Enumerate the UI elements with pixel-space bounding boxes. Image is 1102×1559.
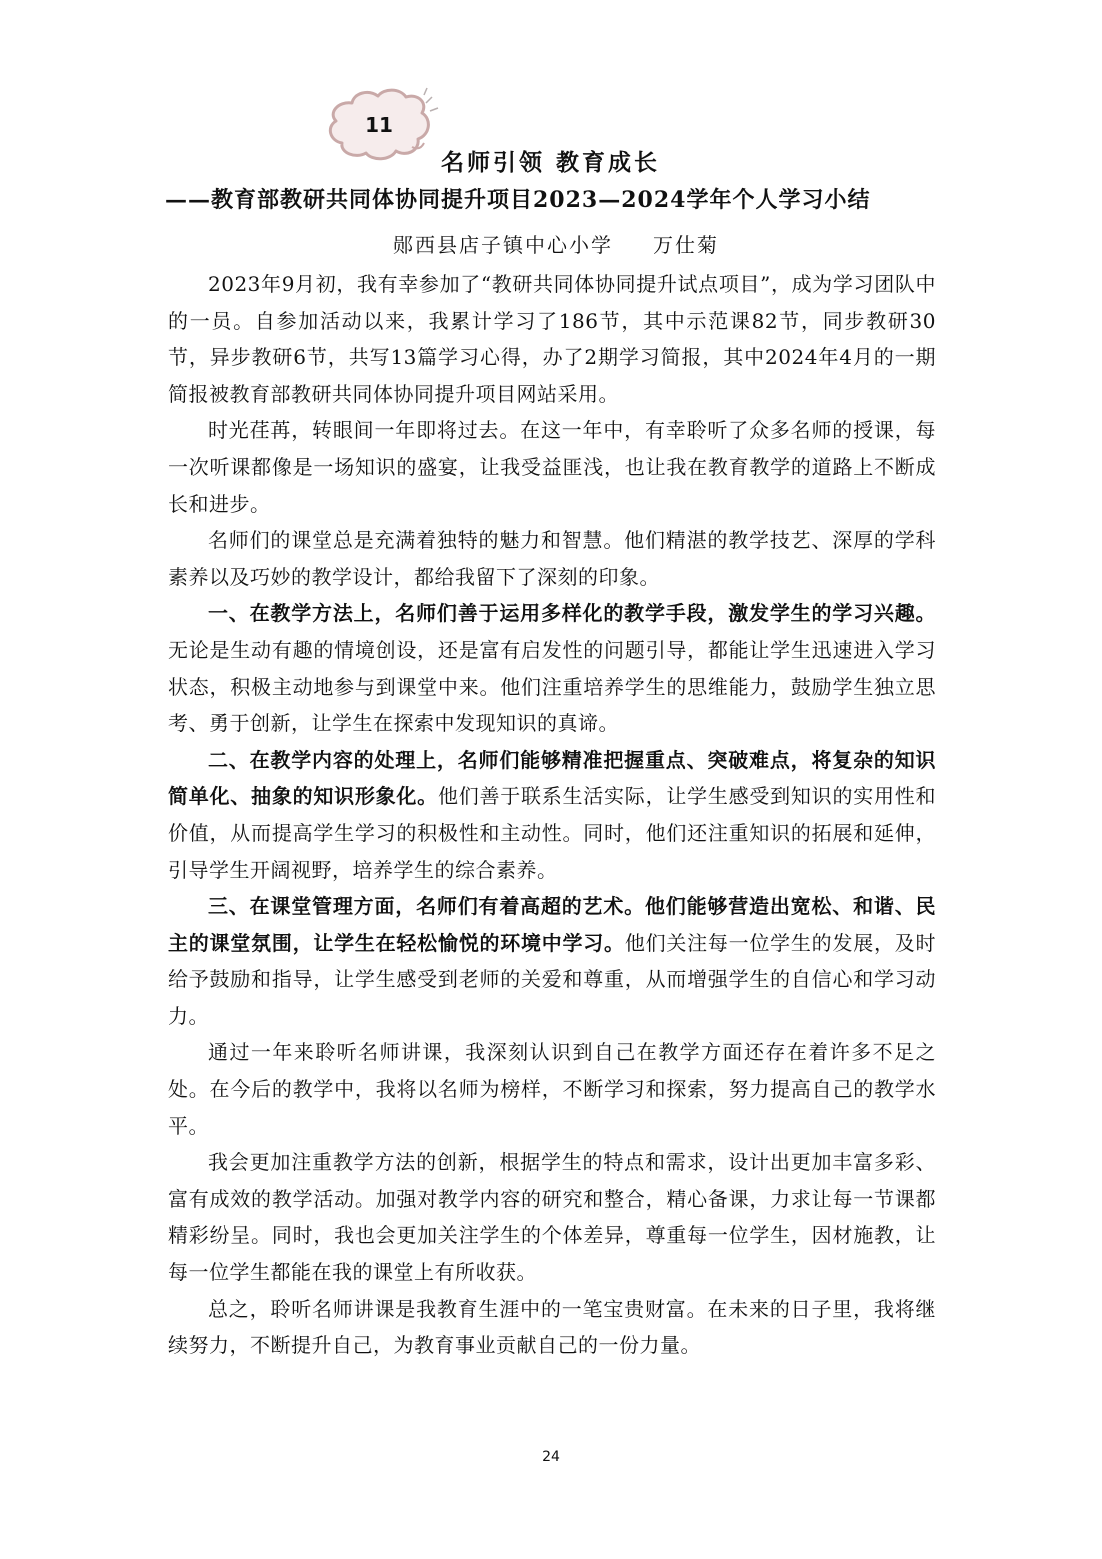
paragraph-text: 他们关注每一位学生的发展，及时给予鼓励和指导，让学生感受到老师的关爱和尊重，从而增强学生的自信心和学习动力。 [168,930,937,1028]
school-name: 郧西县店子镇中心小学 [393,233,613,257]
page-number: 24 [542,1449,560,1465]
paragraph [168,1291,936,1364]
author-name: 万仕菊 [653,233,719,257]
paragraph [168,742,936,888]
section-number: 11 [365,113,393,137]
paragraph-text: 我会更加注重教学方法的创新，根据学生的特点和需求，设计出更加丰富多彩、富有成效的教学活动。加强对教学内容的研究和整合，精心备课，力求让每一节课都精彩纷呈。同时，我也会更加关注学生的个体差异，尊重每一位学生，因材施教，让每一位学生都能在我的课堂上有所收获。 [168,1150,936,1285]
paragraph-text: 时光荏苒，转眼间一年即将过去。在这一年中，有幸聆听了众多名师的授课，每一次听课都像是一场知识的盛宴，让我受益匪浅，也让我在教育教学的道路上不断成长和进步。 [168,418,936,516]
paragraph [168,1034,936,1144]
document-body [168,266,936,1364]
paragraph [168,888,936,1034]
paragraph-text: 总之，聆听名师讲课是我教育生涯中的一笔宝贵财富。在未来的日子里，我将继续努力，不断提升自己，为教育事业贡献自己的一份力量。 [168,1296,936,1358]
paragraph [168,1144,936,1290]
paragraph-lead: 二、在教学内容的处理上，名师们能够精准把握重点、突破难点，将复杂的知识简单化、抽象的知识形象化。 [168,747,936,809]
paragraph [168,412,936,522]
paragraph-text: 通过一年来聆听名师讲课，我深刻认识到自己在教学方面还存在着许多不足之处。在今后的教学中，我将以名师为榜样，不断学习和探索，努力提高自己的教学水平。 [168,1040,936,1138]
document-subtitle: ——教育部教研共同体协同提升项目2023—2024学年个人学习小结 [165,187,871,213]
paragraph-text: 他们善于联系生活实际，让学生感受到知识的实用性和价值，从而提高学生学习的积极性和主动性。同时，他们还注重知识的拓展和延伸，引导学生开阔视野，培养学生的综合素养。 [168,784,937,882]
section-number-badge [322,85,440,165]
paragraph-text: 名师们的课堂总是充满着独特的魅力和智慧。他们精湛的教学技艺、深厚的学科素养以及巧妙的教学设计，都给我留下了深刻的印象。 [168,528,936,589]
paragraph [168,266,936,412]
paragraph [168,595,936,741]
paragraph-lead: 三、在课堂管理方面，名师们有着高超的艺术。他们能够营造出宽松、和谐、民主的课堂氛围，让学生在轻松愉悦的环境中学习。 [168,894,936,955]
paragraph-text: 无论是生动有趣的情境创设，还是富有启发性的问题引导，都能让学生迅速进入学习状态，积极主动地参与到课堂中来。他们注重培养学生的思维能力，鼓励学生独立思考、勇于创新，让学生在探索中发现知识的真谛。 [168,637,936,736]
paragraph [168,522,936,595]
document-title: 名师引领 教育成长 [441,149,661,176]
paragraph-text: 2023年9月初，我有幸参加了“教研共同体协同提升试点项目”，成为学习团队中的一员。自参加活动以来，我累计学习了186节，其中示范课82节，同步教研30节，异步教研6节，共写13篇学习心得，办了2期学习简报，其中2024年4月的一期简报被教育部教研共同体协同提升项目网站采用。 [168,272,936,406]
byline [393,229,719,258]
paragraph-lead: 一、在教学方法上，名师们善于运用多样化的教学手段，激发学生的学习兴趣。 [208,601,936,626]
